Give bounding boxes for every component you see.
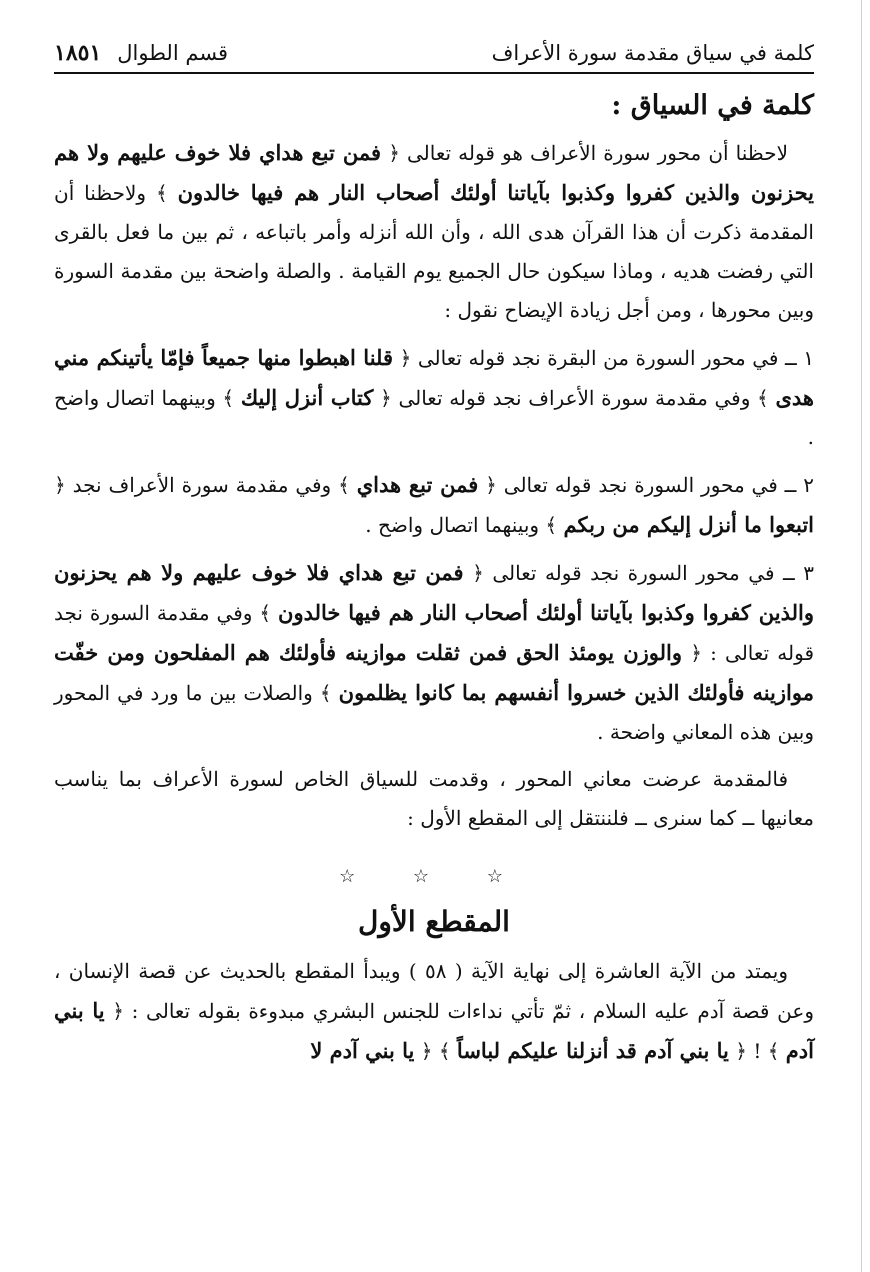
point-text: ﴾ وفي مقدمة سورة الأعراف نجد ﴿ (54, 473, 357, 497)
quran-quote: والوزن يومئذ الحق فمن ثقلت موازينه فأولئك هم المفلحون ومن خفّت موازينه فأولئك الذين خسروا أنفسهم بما كانوا يظلمون (54, 640, 814, 705)
conclusion-paragraph: فالمقدمة عرضت معاني المحور ، وقدمت للسياق الخاص لسورة الأعراف بما يناسب معانيها ــ كما سنرى ــ فلننتقل إلى المقطع الأول : (54, 767, 814, 830)
point-text: ١ ــ في محور السورة من البقرة نجد قوله تعالى ﴿ (393, 346, 814, 370)
quran-quote: فمن تبع هداي فلا خوف عليهم ولا هم يحزنون والذين كفروا وكذبوا بآياتنا أولئك أصحاب النار هم فيها خالدون (54, 560, 815, 625)
quran-quote: اتبعوا ما أنزل إليكم من ربكم (563, 512, 814, 537)
intro-text-2: ﴾ ولاحظنا أن المقدمة ذكرت أن هذا القرآن هدى الله ، وأن الله أنزله وأمر باتباعه ، ثم بين ما فعل بالقرى التي رفضت هديه ، وماذا سيكون حال الجميع يوم القيامة . والصلة واضحة بين مقدمة السورة وبين محورها ، ومن أجل زيادة الإيضاح نقول : (54, 181, 814, 322)
header-section-name: قسم الطوال (117, 41, 229, 65)
point-text: ﴾ وبينهما اتصال واضح . (365, 513, 564, 537)
point-text: ﴾ وفي مقدمة السورة نجد قوله تعالى : ﴿ (54, 601, 815, 665)
quran-quote: فمن تبع هداي (356, 472, 479, 497)
star-separator: ☆ ☆ ☆ (339, 866, 529, 887)
point-text: ﴾ والصلات بين ما ورد في المحور وبين هذه المعاني واضحة . (54, 681, 814, 744)
intro-text-1: لاحظنا أن محور سورة الأعراف هو قوله تعالى ﴿ (381, 141, 788, 165)
running-header (54, 40, 814, 74)
page-number: ١٨٥١ (54, 40, 102, 66)
part-intro-paragraph (54, 952, 814, 1071)
book-page (54, 40, 814, 1071)
point-text: ﴾ وبينهما اتصال واضح . (54, 386, 814, 449)
page-edge-line (861, 0, 862, 1272)
quran-quote: قلنا اهبطوا منها جميعاً فإمّا يأتينكم مني هدى (54, 345, 814, 410)
header-chapter-title: كلمة في سياق مقدمة سورة الأعراف (491, 41, 814, 65)
quran-quote: يا بني آدم لا (310, 1038, 415, 1063)
intro-paragraph (54, 133, 814, 330)
section-heading: كلمة في السياق : (611, 90, 814, 121)
part-text: ويمتد من الآية العاشرة إلى نهاية الآية ( ٥٨ ) ويبدأ المقطع بالحديث عن قصة الإنسان ، وعن قصة آدم عليه السلام ، ثمّ تأتي نداءات للجنس البشري مبدوءة بقوله تعالى : ﴿ (54, 959, 814, 1023)
point-3-paragraph (54, 553, 814, 752)
point-text: ٢ ــ في محور السورة نجد قوله تعالى ﴿ (478, 473, 815, 497)
point-text: ﴾ وفي مقدمة سورة الأعراف نجد قوله تعالى ﴿ (373, 386, 776, 410)
part-heading: المقطع الأول (358, 905, 510, 938)
quran-quote: كتاب أنزل إليك (240, 385, 374, 410)
point-text: ٣ ــ في محور السورة نجد قوله تعالى ﴿ (463, 561, 815, 585)
header-left-group (54, 40, 228, 66)
quran-quote: يا بني آدم قد أنزلنا عليكم لباساً (456, 1038, 729, 1063)
point-2-paragraph (54, 465, 814, 545)
point-1-paragraph (54, 338, 814, 457)
part-text: ﴾ ! ﴿ (728, 1039, 786, 1063)
quran-quote: فمن تبع هداي فلا خوف عليهم ولا هم يحزنون والذين كفروا وكذبوا بآياتنا أولئك أصحاب النار هم فيها خالدون (54, 140, 814, 205)
part-text: ﴾ ﴿ (414, 1039, 457, 1063)
quran-quote: يا بني آدم (54, 998, 814, 1063)
